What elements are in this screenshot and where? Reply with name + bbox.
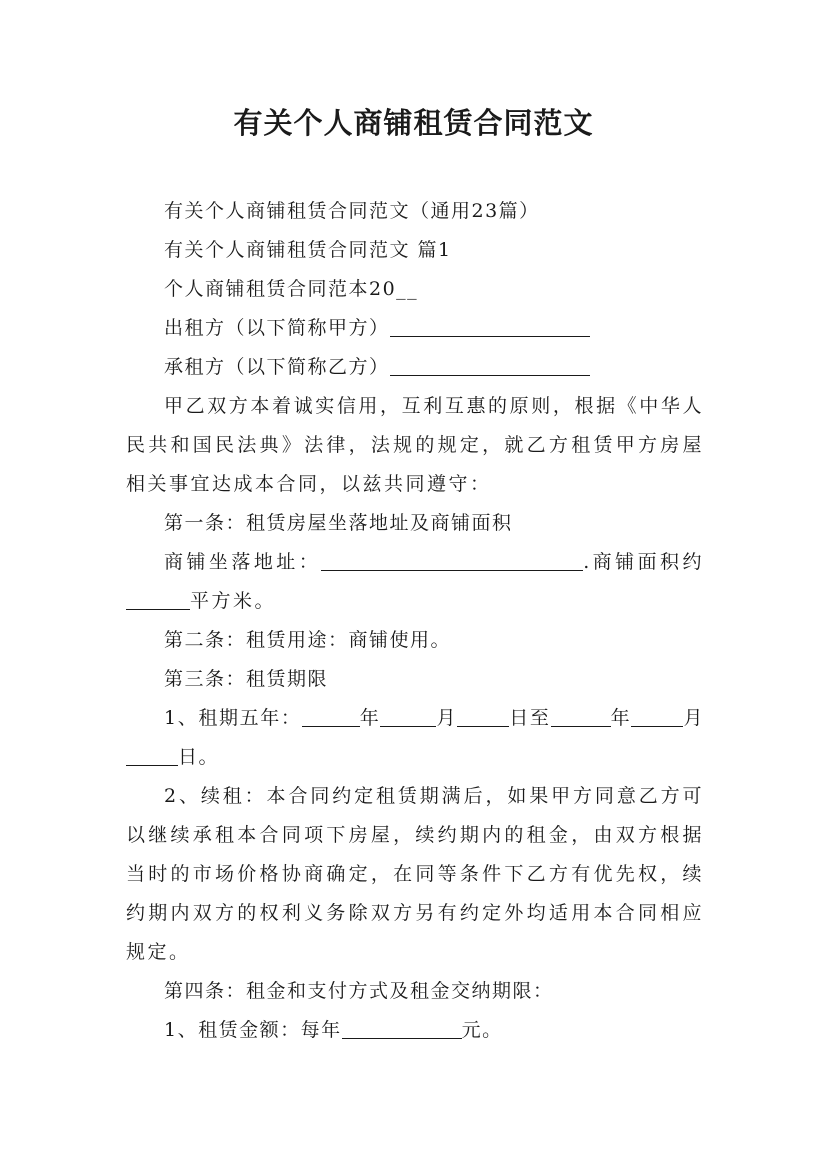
term-start-month-blank bbox=[380, 706, 436, 727]
term-end-year-label: 年 bbox=[610, 707, 632, 729]
document-body bbox=[126, 192, 704, 1050]
area-blank bbox=[126, 589, 190, 610]
paragraph-subtitle: 有关个人商铺租赁合同范文（通用23篇） bbox=[164, 200, 540, 222]
term-end-day-blank bbox=[126, 745, 178, 766]
rent-label: 1、租赁金额：每年 bbox=[164, 1019, 342, 1041]
paragraph-lessee bbox=[126, 348, 704, 387]
document-title: 有关个人商铺租赁合同范文 bbox=[233, 106, 594, 140]
paragraph-preamble: 甲乙双方本着诚实信用，互利互惠的原则，根据《中华人民共和国民法典》法律，法规的规定，就乙方租赁甲方房屋相关事宜达成本合同，以兹共同遵守： bbox=[126, 395, 704, 495]
paragraph-renewal: 2、续租：本合同约定租赁期满后，如果甲方同意乙方可以继续承租本合同项下房屋，续约期内的租金，由双方根据当时的市场价格协商确定，在同等条件下乙方有优先权，续约期内双方的权利义务除双方另有约定外均适用本合同相应规定。 bbox=[126, 785, 704, 963]
address-label: 商铺坐落地址： bbox=[164, 551, 322, 573]
paragraph-term bbox=[126, 699, 704, 777]
lessee-label: 承租方（以下简称乙方） bbox=[164, 356, 390, 378]
lessor-blank bbox=[390, 316, 590, 337]
lessor-label: 出租方（以下简称甲方） bbox=[164, 317, 390, 339]
term-end-month-label: 月 bbox=[683, 707, 704, 729]
term-start-day-blank bbox=[457, 706, 509, 727]
rent-unit: 元。 bbox=[461, 1019, 503, 1041]
term-year-label: 年 bbox=[359, 707, 381, 729]
term-start-year-blank bbox=[302, 706, 360, 727]
term-label: 1、租期五年： bbox=[164, 707, 302, 729]
term-to-label: 日至 bbox=[509, 707, 551, 729]
lessee-blank bbox=[390, 355, 590, 376]
paragraph-article4: 第四条：租金和支付方式及租金交纳期限： bbox=[164, 980, 554, 1002]
paragraph-contract-name: 个人商铺租赁合同范本20__ bbox=[164, 278, 419, 300]
term-end-day-label: 日。 bbox=[178, 746, 220, 768]
paragraph-rent bbox=[126, 1011, 704, 1050]
term-end-month-blank-a bbox=[631, 706, 683, 727]
paragraph-address bbox=[126, 543, 704, 621]
paragraph-article1: 第一条：租赁房屋坐落地址及商铺面积 bbox=[164, 512, 513, 534]
area-unit: 平方米。 bbox=[190, 590, 277, 612]
paragraph-lessor bbox=[126, 309, 704, 348]
paragraph-article2: 第二条：租赁用途：商铺使用。 bbox=[164, 629, 452, 651]
paragraph-article3: 第三条：租赁期限 bbox=[164, 668, 329, 690]
paragraph-heading: 有关个人商铺租赁合同范文 篇1 bbox=[164, 239, 452, 261]
term-end-year-blank bbox=[551, 706, 611, 727]
rent-amount-blank bbox=[342, 1018, 462, 1039]
address-blank bbox=[321, 550, 583, 571]
area-label: .商铺面积约 bbox=[583, 551, 704, 573]
term-month-label: 月 bbox=[436, 707, 458, 729]
